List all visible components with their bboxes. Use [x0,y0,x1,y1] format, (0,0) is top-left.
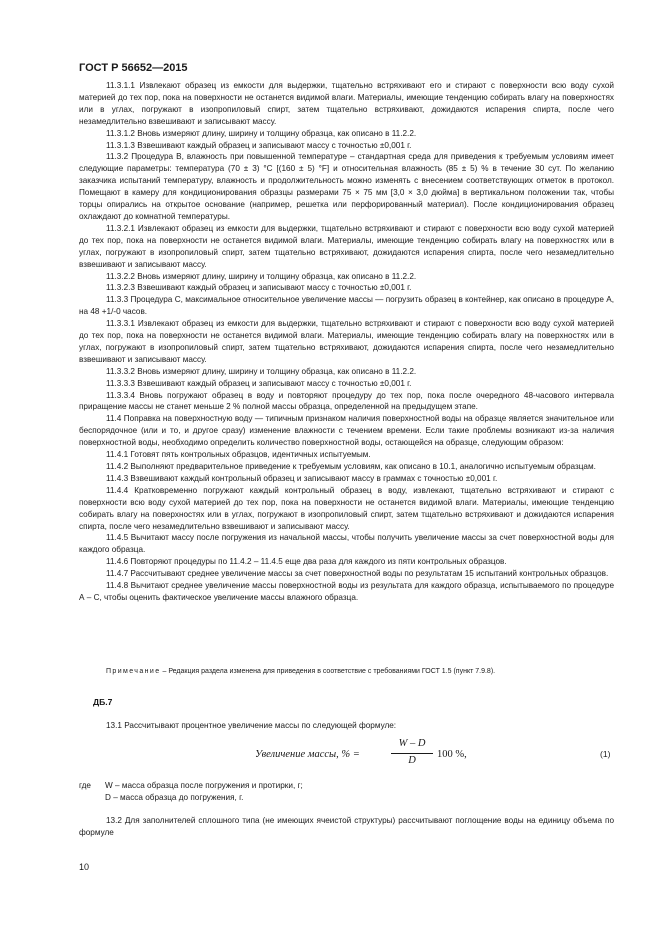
paragraph-11-4-4: 11.4.4 Кратковременно погружают каждый контрольный образец в воду, извлекают, тщательно встряхивают и стирают с поверхности всю воду сухой материей до тех пор, пока на поверхности не останется видимой влаги. Материалы, имеющие тенденцию собирать влагу на поверхностях или в углах, погружают в изопропиловый спирт, затем тщательно встряхивают и дожидаются испарения спирта, после чего незамедлительно взвешивают и записывают массу. [79,485,614,531]
section-heading: ДБ.7 [93,697,113,707]
paragraph-11-3-1-2: 11.3.1.2 Вновь измеряют длину, ширину и толщину образца, как описано в 11.2.2. [106,128,417,138]
paragraph-11-4-7: 11.4.7 Рассчитывают среднее увеличение массы за счет поверхностной воды по результатам 15 испытаний контрольных образцов. [106,569,609,579]
paragraph-11-3-1-3: 11.3.1.3 Взвешивают каждый образец и записывают массу с точностью ±0,001 г. [106,140,412,150]
where-keyword: где [79,781,91,790]
paragraph-11-3-2-2: 11.3.2.2 Вновь измеряют длину, ширину и толщину образца, как описано в 11.2.2. [106,271,417,281]
fraction-bar [391,753,433,754]
paragraph-11-3-1-1: 11.3.1.1 Извлекают образец из емкости для выдержки, тщательно встряхивают его и стирают с поверхности всю воду сухой материей до тех пор, пока на поверхности не останется видимой влаги. Материалы, имеющие тенденцию собирать влагу на поверхностях или в углах, погружают в изопропиловый спирт, затем тщательно встряхивают, дожидаются испарения спирта, после чего незамедлительно взвешивают и записывают массу. [79,81,614,126]
formula-right-side: 100 %, [437,749,467,760]
formula-numerator: W – D [398,738,426,749]
variable-definitions [79,780,614,804]
equation-number: (1) [600,749,611,759]
paragraph-11-3-3: 11.3.3 Процедура С, максимальное относительное увеличение массы — погрузить образец в контейнер, как описано в процедуре А, на 48 +1/-0 часов. [79,295,614,317]
paragraph-11-4: 11.4 Поправка на поверхностную воду — типичным признаком наличия поверхностной воды на образце является значительное или беспорядочное (или и то, и другое сразу) изменение влажности с течением времени. Если такие проблемы возникают из-за наличия поверхностной воды, необходимо определить количество поверхностной воды, остающейся на образце, следующим образом: [79,414,614,448]
note-label: Примечание [106,668,161,675]
paragraph-13-2: 13.2 Для заполнителей сплошного типа (не имеющих ячеистой структуры) рассчитывают поглощение воды на единицу объема по формуле [79,816,614,837]
formula-left-side: Увеличение массы, % = [255,749,360,760]
paragraph-11-4-5: 11.4.5 Вычитают массу после погружения из начальной массы, чтобы получить увеличение массы за счет поверхностной воды для каждого образца. [79,533,614,555]
note-text: – Редакция раздела изменена для приведения в соответствие с требованиями ГОСТ 1.5 (пункт 7.9.8). [160,668,496,675]
definition-w: W – масса образца после погружения и протирки, г; [105,781,303,790]
body-text [79,80,614,604]
formula-fraction [391,738,433,769]
paragraph-11-3-2-1: 11.3.2.1 Извлекают образец из емкости для выдержки, тщательно встряхивают и стирают с поверхности всю воду сухой материей до тех пор, пока на поверхности не останется видимой влаги. Материалы, имеющие тенденцию собирать влагу на поверхностях или в углах, погружают в изопропиловый спирт, затем тщательно встряхивают, дожидаются испарения спирта, после чего незамедлительно взвешивают и записывают массу. [79,223,614,269]
paragraph-13-1: 13.1 Рассчитывают процентное увеличение массы по следующей формуле: [106,721,397,730]
standard-header: ГОСТ Р 56652—2015 [79,62,188,74]
paragraph-11-4-2: 11.4.2 Выполняют предварительное приведение к требуемым условиям, как описано в 10.1, аналогично испытуемым образцам. [106,462,596,471]
paragraph-11-3-3-3: 11.3.3.3 Взвешивают каждый образец и записывают массу с точностью ±0,001 г. [106,378,412,388]
definition-d: D – масса образца до погружения, г. [105,792,244,802]
paragraph-11-4-3: 11.4.3 Взвешивают каждый контрольный образец и записывают массу в граммах с точностью ±0,001 г. [106,473,498,483]
paragraph-11-3-3-4: 11.3.3.4 Вновь погружают образец в воду и повторяют процедуру до тех пор, пока после очередного 48-часового интервала приращение массы не станет меньше 2 % полной массы образца, определенной на предыдущем этапе. [79,390,614,412]
paragraph-11-4-1: 11.4.1 Готовят пять контрольных образцов, идентичных испытуемым. [106,450,371,460]
formula-denominator: D [408,755,416,766]
paragraph-11-3-3-2: 11.3.3.2 Вновь измеряют длину, ширину и толщину образца, как описано в 11.2.2. [106,366,417,376]
paragraph-11-3-3-1: 11.3.3.1 Извлекают образец из емкости для выдержки, тщательно встряхивают и стирают с поверхности всю воду сухой материей до тех пор, пока на поверхности не останется видимой влаги. Материалы, имеющие тенденцию собирать влагу на поверхностях или в углах, погружают в изопропиловый спирт, затем тщательно встряхивают, дожидаются испарения спирта, после чего незамедлительно взвешивают и записывают массу. [79,319,614,364]
percent-increase-formula [255,738,495,772]
definition-row [79,780,614,792]
paragraph-11-3-2-3: 11.3.2.3 Взвешивают каждый образец и записывают массу с точностью ±0,001 г. [106,283,412,293]
paragraph-11-4-6: 11.4.6 Повторяют процедуры по 11.4.2 – 11.4.5 еще два раза для каждого из пяти контрольных образцов. [106,557,507,567]
paragraph-11-4-8: 11.4.8 Вычитают среднее увеличение массы поверхностной воды из результата для каждого образца, испытываемого по процедуре А – С, чтобы оценить фактическое увеличение массы влажного образца. [79,581,614,602]
definition-row [79,792,614,804]
editorial-note [79,667,614,677]
page-number: 10 [79,862,90,872]
paragraph-11-3-2: 11.3.2 Процедура В, влажность при повышенной температуре – стандартная среда для приведения к требуемым условиям имеет следующие параметры: температура (70 ± 3) °С [(160 ± 5) °F] и относительная влажность (85 ± 5) % в течение 30 сут. По желанию заказчика испытаний температуру, влажность и продолжительность можно изменять с внесением соответствующих отметок в протокол. Помещают в камеру для кондиционирования образцы размерами 75 × 75 мм [3,0 × 3,0 дюйма] в вертикальном положении так, чтобы торцы опирались на открытое основание (например, решетка или перфорированный материал). После кондиционирования образец охлаждают до комнатной температуры. [79,152,614,221]
